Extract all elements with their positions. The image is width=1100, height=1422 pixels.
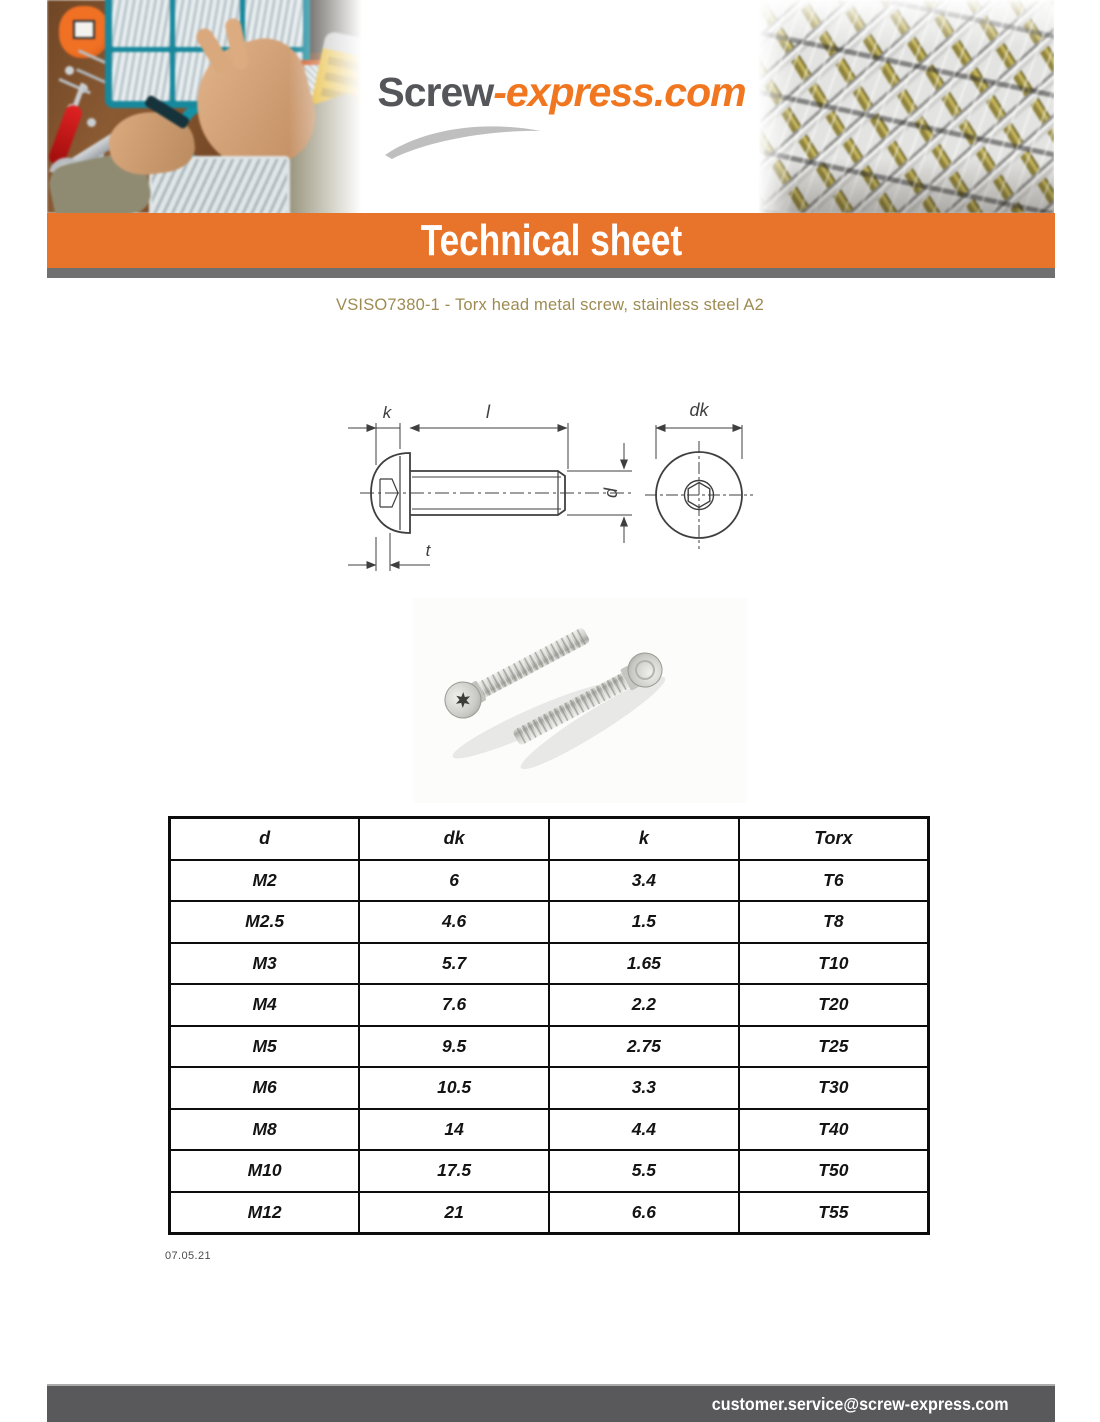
table-cell: T20 xyxy=(739,984,929,1026)
table-cell: M2 xyxy=(170,860,360,902)
table-cell: T40 xyxy=(739,1109,929,1151)
table-cell: 2.2 xyxy=(549,984,739,1026)
table-row xyxy=(170,1109,929,1151)
table-cell: 17.5 xyxy=(359,1150,549,1192)
table-cell: 1.5 xyxy=(549,901,739,943)
table-cell: 10.5 xyxy=(359,1067,549,1109)
header-row xyxy=(170,818,929,860)
banner xyxy=(47,213,1055,268)
table-body xyxy=(170,860,929,1234)
table-cell: M10 xyxy=(170,1150,360,1192)
table-row xyxy=(170,1026,929,1068)
table-cell: 2.75 xyxy=(549,1026,739,1068)
table-cell: T30 xyxy=(739,1067,929,1109)
table-row xyxy=(170,984,929,1026)
logo-area xyxy=(365,0,758,213)
label-t: t xyxy=(425,541,431,560)
table-cell: 21 xyxy=(359,1192,549,1234)
table-cell: M3 xyxy=(170,943,360,985)
table-cell: M4 xyxy=(170,984,360,1026)
logo xyxy=(365,69,758,115)
column-header: dk xyxy=(359,818,549,860)
table-cell: 5.7 xyxy=(359,943,549,985)
table-cell: 6.6 xyxy=(549,1192,739,1234)
column-header: Torx xyxy=(739,818,929,860)
table-cell: T25 xyxy=(739,1026,929,1068)
table-cell: 3.4 xyxy=(549,860,739,902)
label-l: l xyxy=(486,402,490,422)
table-row xyxy=(170,1192,929,1234)
table-cell: T6 xyxy=(739,860,929,902)
side-view xyxy=(360,453,632,533)
table-cell: T55 xyxy=(739,1192,929,1234)
table-row xyxy=(170,901,929,943)
table-cell: 6 xyxy=(359,860,549,902)
photo-fade xyxy=(758,0,1054,213)
table-header xyxy=(170,818,929,860)
table-row xyxy=(170,1150,929,1192)
label-d: d xyxy=(601,487,621,499)
table-cell: T8 xyxy=(739,901,929,943)
banner-title: Technical sheet xyxy=(420,215,682,265)
product-subtitle: VSISO7380-1 - Torx head metal screw, stainless steel A2 xyxy=(336,296,764,314)
table-row xyxy=(170,1067,929,1109)
logo-swoosh xyxy=(383,118,543,160)
customer-service-email: customer.service@screw-express.com xyxy=(712,1393,1009,1414)
table-cell: M12 xyxy=(170,1192,360,1234)
front-view xyxy=(645,441,753,549)
table-cell: M8 xyxy=(170,1109,360,1151)
label-k: k xyxy=(382,403,392,422)
label-dk: dk xyxy=(689,400,709,420)
table-cell: 14 xyxy=(359,1109,549,1151)
table-cell: 4.4 xyxy=(549,1109,739,1151)
footer xyxy=(47,1384,1055,1422)
table-cell: M5 xyxy=(170,1026,360,1068)
revision-date: 07.05.21 xyxy=(165,1250,212,1262)
column-header: k xyxy=(549,818,739,860)
dimension-k xyxy=(348,423,400,465)
screws-pile-photo xyxy=(758,0,1054,213)
workbench-photo xyxy=(47,0,365,213)
dimension-l xyxy=(410,423,568,469)
dimensions-table xyxy=(168,816,930,1235)
table-cell: 9.5 xyxy=(359,1026,549,1068)
table-row xyxy=(170,943,929,985)
logo-text-express: -express.com xyxy=(493,69,746,115)
table-cell: 5.5 xyxy=(549,1150,739,1192)
table-cell: T50 xyxy=(739,1150,929,1192)
table-cell: 4.6 xyxy=(359,901,549,943)
dimension-t xyxy=(348,533,430,571)
table-cell: 1.65 xyxy=(549,943,739,985)
table-cell: T10 xyxy=(739,943,929,985)
column-header: d xyxy=(170,818,360,860)
table-cell: 3.3 xyxy=(549,1067,739,1109)
table-cell: M2.5 xyxy=(170,901,360,943)
banner-shadow xyxy=(47,268,1055,278)
table-cell: M6 xyxy=(170,1067,360,1109)
table-cell: 7.6 xyxy=(359,984,549,1026)
product-photo xyxy=(413,598,747,803)
technical-drawing xyxy=(340,385,785,595)
table-row xyxy=(170,860,929,902)
photo-fade xyxy=(47,0,365,213)
logo-text-screw: Screw xyxy=(377,69,494,115)
